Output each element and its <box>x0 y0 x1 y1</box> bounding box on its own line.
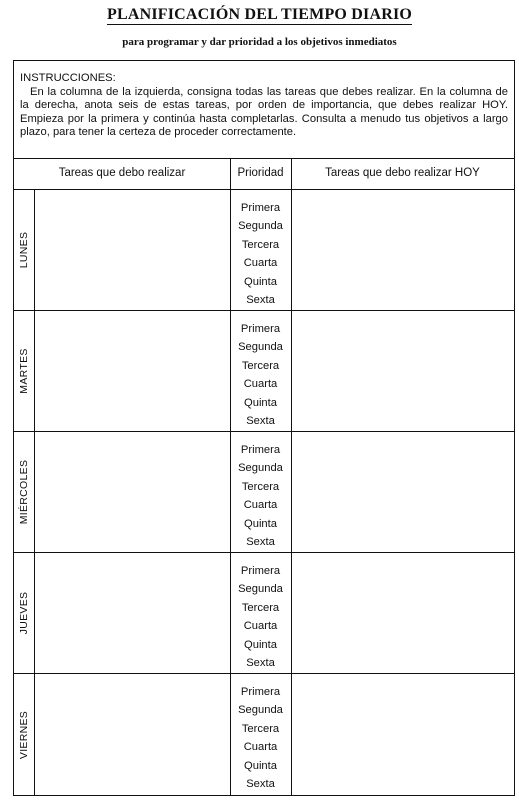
column-header-priority: Prioridad <box>237 167 284 179</box>
today-tasks-cell[interactable] <box>292 553 513 673</box>
tasks-cell[interactable] <box>35 674 230 796</box>
priority-list <box>230 683 291 793</box>
day-label: MARTES <box>18 348 30 394</box>
priority-label: Cuarta <box>243 741 278 754</box>
priority-label: Cuarta <box>243 378 278 391</box>
day-row <box>14 432 514 553</box>
priority-label: Cuarta <box>243 257 278 270</box>
column-header-tasks: Tareas que debo realizar <box>58 167 186 179</box>
priority-label: Segunda <box>238 341 283 354</box>
priority-label: Cuarta <box>243 499 278 512</box>
day-row <box>14 311 514 432</box>
priority-label: Tercera <box>241 480 280 493</box>
today-tasks-cell[interactable] <box>292 432 513 552</box>
page-title <box>0 6 519 24</box>
planner-sheet <box>13 60 515 796</box>
priority-label: Quinta <box>244 396 277 409</box>
priority-list <box>230 320 291 430</box>
today-tasks-cell[interactable] <box>292 311 513 431</box>
instructions-text: En la columna de la izquierda, consigna todas las tareas que debes realizar. En la columna de la derecha, anota seis de estas tareas, por orden de importancia, que debes realizar HOY. Empieza por la primera y continúa hasta completarlas. Consulta a menudo tus objetivos a largo plazo, para tener la certeza de proceder correctamente. <box>20 85 508 139</box>
instructions-box <box>14 61 514 159</box>
today-tasks-cell[interactable] <box>292 674 513 796</box>
title-text: PLANIFICACIÓN DEL TIEMPO DIARIO <box>106 6 413 23</box>
priority-label: Primera <box>240 202 281 214</box>
day-label: JUEVES <box>18 591 30 635</box>
priority-label: Quinta <box>244 517 277 530</box>
day-label-cell <box>14 190 35 310</box>
tasks-cell[interactable] <box>35 311 230 431</box>
priority-label: Sexta <box>246 777 275 790</box>
priority-label: Quinta <box>244 275 277 288</box>
priority-label: Segunda <box>238 583 283 596</box>
column-header-today: Tareas que debo realizar HOY <box>325 167 480 179</box>
day-label: VIERNES <box>18 710 30 760</box>
priority-label: Primera <box>240 565 281 577</box>
day-label-cell <box>14 674 35 796</box>
day-row <box>14 553 514 674</box>
priority-label: Segunda <box>238 220 283 233</box>
page-subtitle: para programar y dar prioridad a los objetivos inmediatos <box>122 36 397 48</box>
priority-label: Sexta <box>246 414 275 427</box>
priority-label: Quinta <box>244 759 277 772</box>
tasks-cell[interactable] <box>35 553 230 673</box>
day-label-cell <box>14 311 35 431</box>
priority-label: Primera <box>240 323 281 335</box>
day-label: MIÉRCOLES <box>18 459 30 525</box>
priority-label: Tercera <box>241 238 280 251</box>
priority-list <box>230 199 291 309</box>
day-row <box>14 674 514 796</box>
tasks-cell[interactable] <box>35 190 230 310</box>
day-label-cell <box>14 432 35 552</box>
today-tasks-cell[interactable] <box>292 190 513 310</box>
priority-label: Segunda <box>238 704 283 717</box>
priority-list <box>230 562 291 672</box>
day-label-cell <box>14 553 35 673</box>
priority-label: Tercera <box>241 601 280 614</box>
priority-label: Primera <box>240 686 281 698</box>
priority-label: Sexta <box>246 656 275 669</box>
day-label: LUNES <box>18 231 30 269</box>
day-row <box>14 190 514 311</box>
priority-label: Cuarta <box>243 620 278 633</box>
priority-list <box>230 441 291 551</box>
priority-label: Segunda <box>238 462 283 475</box>
priority-label: Sexta <box>246 293 275 306</box>
table-header-row <box>14 159 514 190</box>
tasks-cell[interactable] <box>35 432 230 552</box>
priority-label: Tercera <box>241 722 280 735</box>
priority-label: Sexta <box>246 535 275 548</box>
priority-label: Quinta <box>244 638 277 651</box>
priority-label: Tercera <box>241 359 280 372</box>
priority-label: Primera <box>240 444 281 456</box>
instructions-heading: INSTRUCCIONES: <box>20 72 116 84</box>
